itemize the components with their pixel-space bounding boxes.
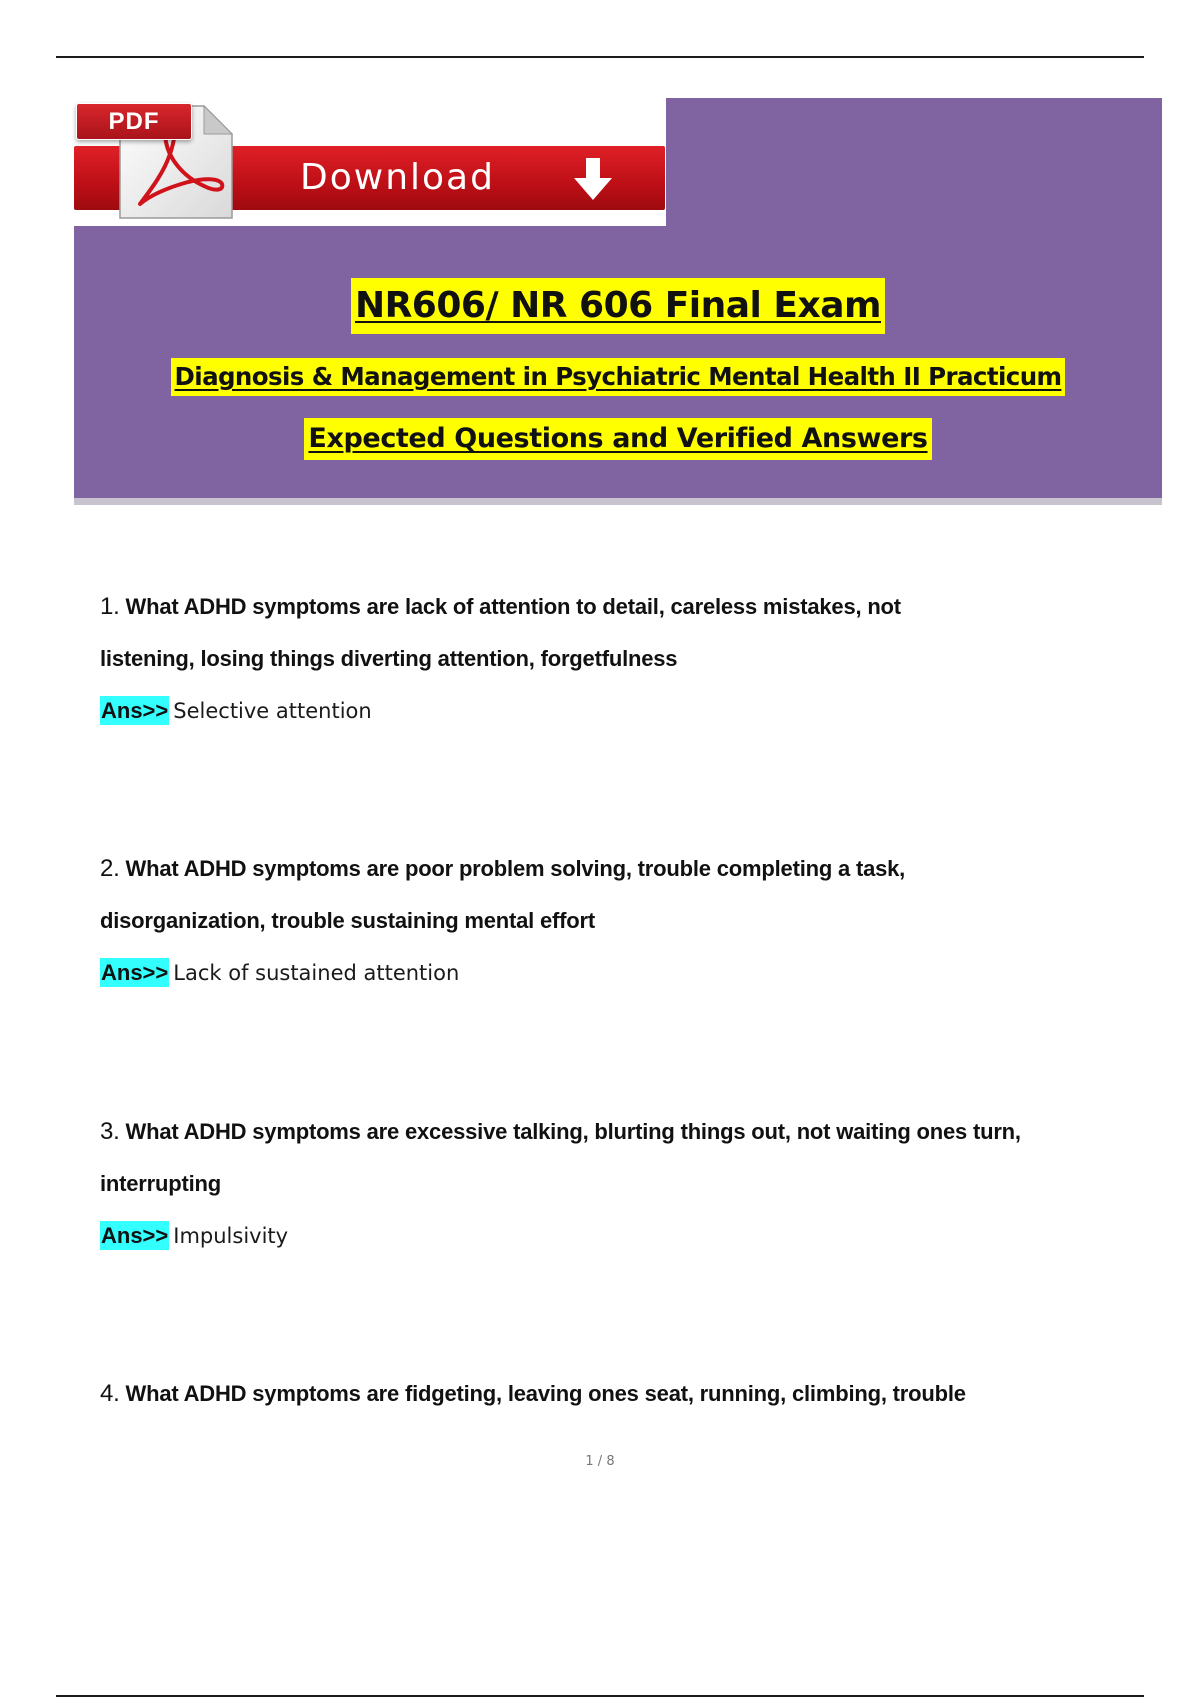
pdf-label: PDF: [76, 103, 192, 140]
question-line: [100, 1158, 1160, 1210]
answer-line: [100, 947, 1160, 999]
question-number: 1.: [100, 593, 120, 620]
document-title: NR606/ NR 606 Final Exam: [351, 278, 885, 334]
question-line: [100, 1368, 1160, 1420]
answer-text: Selective attention: [173, 699, 372, 723]
bottom-rule: [56, 1695, 1144, 1697]
document-subtitle: Diagnosis & Management in Psychiatric Mental Health II Practicum: [171, 358, 1066, 396]
question-line: [100, 1106, 1160, 1158]
question-item: [100, 581, 1160, 737]
answer-line: [100, 685, 1160, 737]
answer-tag: Ans>>: [101, 960, 169, 985]
question-text-continued: listening, losing things diverting attention, forgetfulness: [100, 646, 678, 671]
question-number: 2.: [100, 855, 120, 882]
question-text: What ADHD symptoms are poor problem solving, trouble completing a task,: [125, 856, 906, 881]
banner-subtitle-row: [74, 358, 1162, 396]
answer-text: Lack of sustained attention: [173, 961, 460, 985]
question-line: [100, 581, 1160, 633]
banner-shadow: [74, 498, 1162, 505]
question-text: What ADHD symptoms are lack of attention to detail, careless mistakes, not: [125, 594, 901, 619]
question-line: [100, 895, 1160, 947]
answer-line: [100, 1210, 1160, 1262]
question-text: What ADHD symptoms are fidgeting, leaving ones seat, running, climbing, trouble: [125, 1381, 966, 1406]
answer-tag: Ans>>: [101, 698, 169, 723]
question-text: What ADHD symptoms are excessive talking, blurting things out, not waiting ones turn,: [125, 1119, 1021, 1144]
download-label: Download: [300, 157, 495, 198]
question-number: 4.: [100, 1380, 120, 1407]
question-item: [100, 1106, 1160, 1262]
question-text-continued: interrupting: [100, 1171, 222, 1196]
answer-tag: Ans>>: [101, 1223, 169, 1248]
page-indicator: 1 / 8: [585, 1454, 615, 1469]
question-line: [100, 633, 1160, 685]
banner-title-row: [74, 278, 1162, 334]
question-number: 3.: [100, 1118, 120, 1145]
question-line: [100, 843, 1160, 895]
download-arrow-icon: [570, 158, 616, 202]
document-tagline: Expected Questions and Verified Answers: [304, 418, 931, 460]
top-rule: [56, 56, 1144, 58]
answer-text: Impulsivity: [173, 1224, 289, 1248]
question-item: [100, 843, 1160, 999]
question-item: [100, 1368, 1160, 1420]
question-text-continued: disorganization, trouble sustaining mental effort: [100, 908, 596, 933]
banner-tagline-row: [74, 418, 1162, 460]
